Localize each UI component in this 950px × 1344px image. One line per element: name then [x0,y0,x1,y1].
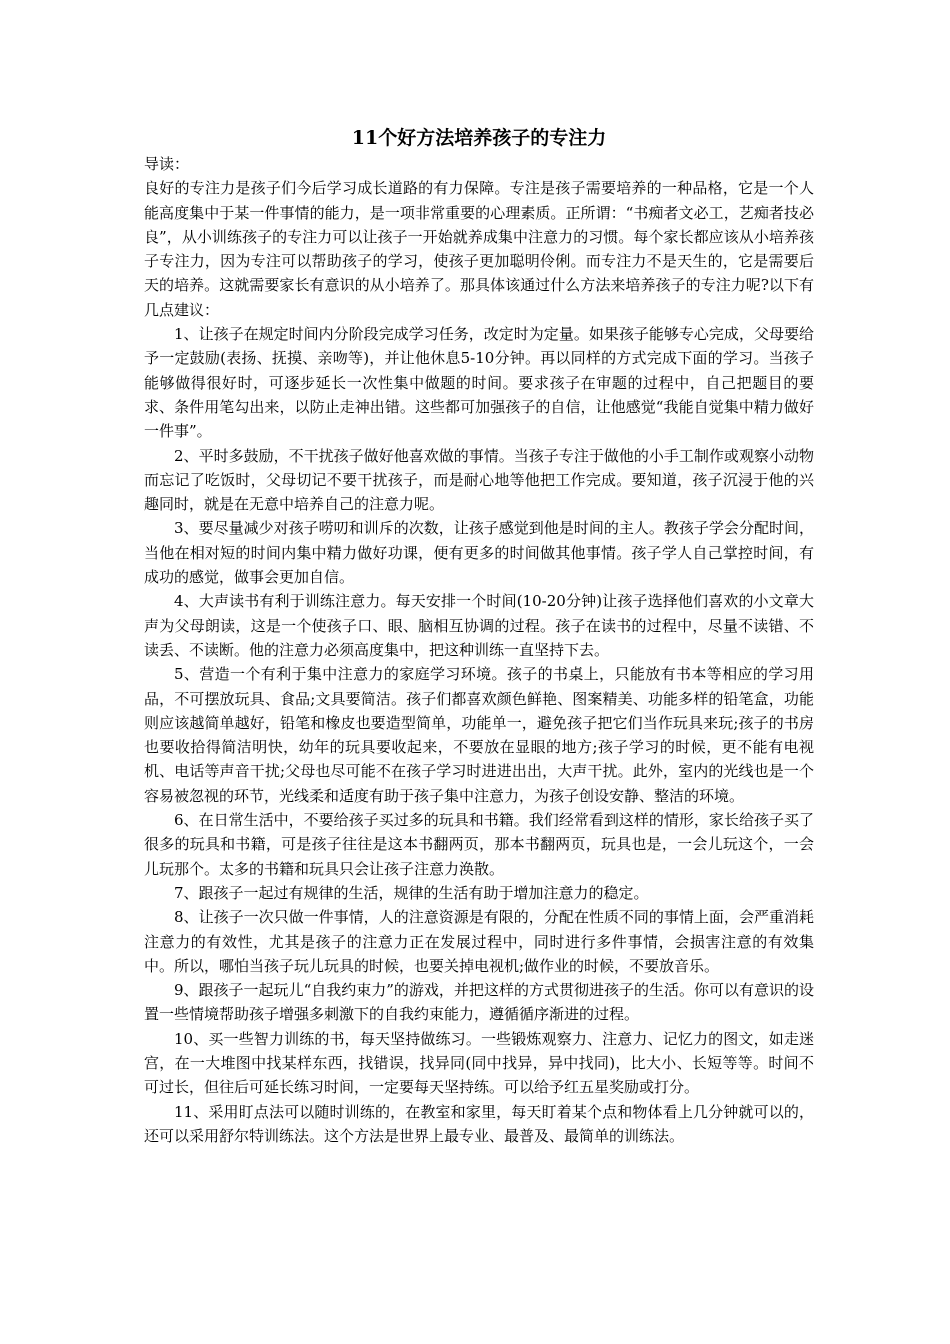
tip-paragraph-2: 2、平时多鼓励，不干扰孩子做好他喜欢做的事情。当孩子专注于做他的小手工制作或观察小动物而忘记了吃饭时，父母切记不要干扰孩子，而是耐心地等他把工作完成。要知道，孩子沉浸于他的兴趣同时，就是在无意中培养自己的注意力呢。 [144,446,814,514]
tip-paragraph-11: 11、采用盯点法可以随时训练的，在教室和家里，每天盯着某个点和物体看上几分钟就可以的，还可以采用舒尔特训练法。这个方法是世界上最专业、最普及、最简单的训练法。 [144,1102,814,1145]
tip-paragraph-10: 10、买一些智力训练的书，每天坚持做练习。一些锻炼观察力、注意力、记忆力的图文，如走迷宫，在一大堆图中找某样东西，找错误，找异同(同中找异，异中找同)，比大小、长短等等。时间不可过长，但往后可延长练习时间，一定要每天坚持练。可以给予红五星奖励或打分。 [144,1029,814,1097]
intro-paragraph: 良好的专注力是孩子们今后学习成长道路的有力保障。专注是孩子需要培养的一种品格，它是一个人能高度集中于某一件事情的能力，是一项非常重要的心理素质。正所谓：“书痴者文必工，艺痴者技必良”，从小训练孩子的专注力可以让孩子一开始就养成集中注意力的习惯。每个家长都应该从小培养孩子专注力，因为专注可以帮助孩子的学习，使孩子更加聪明伶俐。而专注力不是天生的，它是需要后天的培养。这就需要家长有意识的从小培养了。那具体该通过什么方法来培养孩子的专注力呢?以下有几点建议： [144,179,814,319]
tip-paragraph-9: 9、跟孩子一起玩儿“自我约束力”的游戏，并把这样的方式贯彻进孩子的生活。你可以有意识的设置一些情境帮助孩子增强多刺激下的自我约束能力，遵循循序渐进的过程。 [144,981,814,1024]
lead-label: 导读： [144,155,190,173]
document-body [144,124,814,1148]
tip-paragraph-5: 5、营造一个有利于集中注意力的家庭学习环境。孩子的书桌上，只能放有书本等相应的学习用品，不可摆放玩具、食品;文具要简洁。孩子们都喜欢颜色鲜艳、图案精美、功能多样的铅笔盒，功能则应该越简单越好，铅笔和橡皮也要造型简单，功能单一，避免孩子把它们当作玩具来玩;孩子的书房也要收拾得简洁明快，幼年的玩具要收起来，不要放在显眼的地方;孩子学习的时候，更不能有电视机、电话等声音干扰;父母也尽可能不在孩子学习时进进出出，大声干扰。此外，室内的光线也是一个容易被忽视的环节，光线柔和适度有助于孩子集中注意力，为孩子创设安静、整洁的环境。 [144,665,814,805]
document-title: 11个好方法培养孩子的专注力 [351,127,607,149]
tip-paragraph-1: 1、让孩子在规定时间内分阶段完成学习任务，改定时为定量。如果孩子能够专心完成，父母要给予一定鼓励(表扬、抚摸、亲吻等)，并让他休息5-10分钟。再以同样的方式完成下面的学习。当孩子能够做得很好时，可逐步延长一次性集中做题的时间。要求孩子在审题的过程中，自己把题目的要求、条件用笔勾出来，以防止走神出错。这些都可加强孩子的自信，让他感觉“我能自觉集中精力做好一件事”。 [144,325,814,441]
tip-paragraph-7: 7、跟孩子一起过有规律的生活，规律的生活有助于增加注意力的稳定。 [174,883,649,902]
tip-paragraph-6: 6、在日常生活中，不要给孩子买过多的玩具和书籍。我们经常看到这样的情形，家长给孩子买了很多的玩具和书籍，可是孩子往往是这本书翻两页，那本书翻两页，玩具也是，一会儿玩这个，一会儿玩那个。太多的书籍和玩具只会让孩子注意力涣散。 [144,811,814,878]
tip-paragraph-3: 3、要尽量减少对孩子唠叨和训斥的次数，让孩子感觉到他是时间的主人。教孩子学会分配时间，当他在相对短的时间内集中精力做好功课，便有更多的时间做其他事情。孩子学人自己掌控时间，有成功的感觉，做事会更加自信。 [144,519,814,587]
tip-paragraph-4: 4、大声读书有利于训练注意力。每天安排一个时间(10-20分钟)让孩子选择他们喜欢的小文章大声为父母朗读，这是一个使孩子口、眼、脑相互协调的过程。孩子在读书的过程中，尽量不读错、不读丢、不读断。他的注意力必须高度集中，把这种训练一直坚持下去。 [144,592,814,659]
tip-paragraph-8: 8、让孩子一次只做一件事情，人的注意资源是有限的，分配在性质不同的事情上面，会严重消耗注意力的有效性，尤其是孩子的注意力正在发展过程中，同时进行多件事情，会损害注意的有效集中。所以，哪怕当孩子玩儿玩具的时候，也要关掉电视机;做作业的时候，不要放音乐。 [144,908,814,975]
